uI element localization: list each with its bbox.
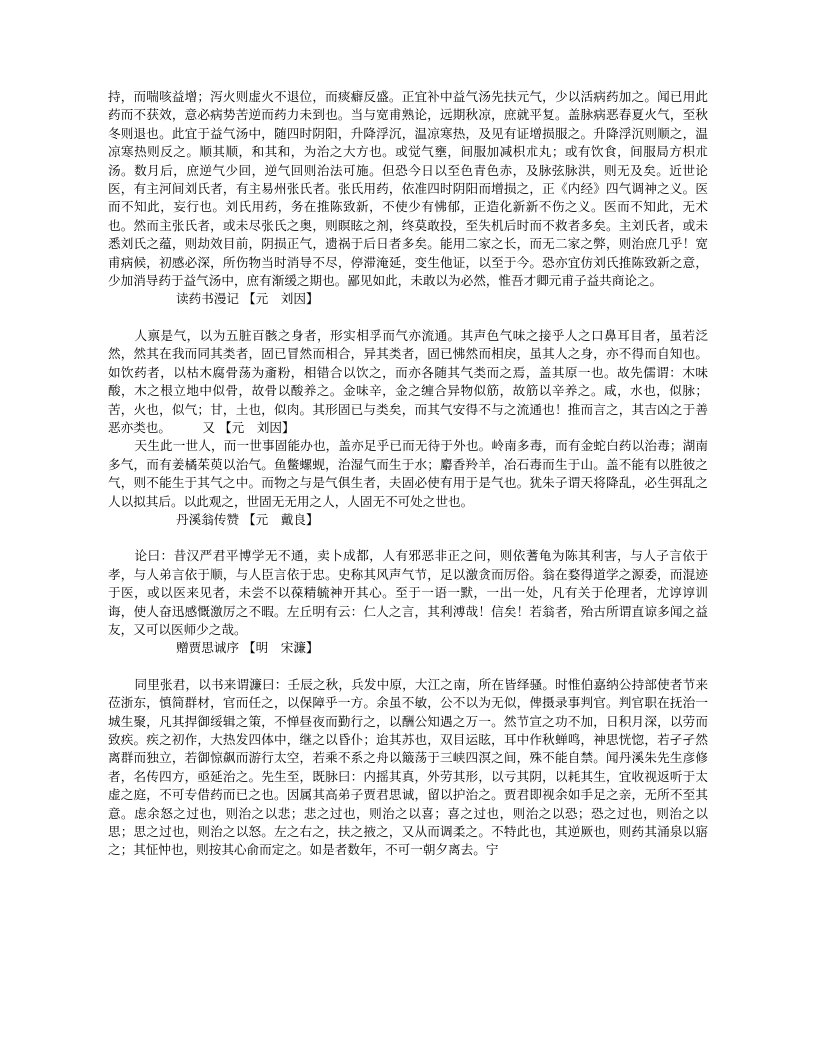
- paragraph-you-liu-yin: 天生此一世人，而一世事固能办也，盖亦足乎已而无待于外也。岭南多毒，而有金蛇白药以治毒；湖南多气，而有姜橘茱萸以治气。鱼鳖螺蚬，治湿气而生于水；麝香羚羊，冶石毒而生于山。盖不能有以胜彼之气，则不能生于其气之中。而物之与是气俱生者，夫固必使有用于是气也。犹朱子谓天将降乱，必生弭乱之人以拟其后。以此观之，世固无无用之人，人固无不可处之世也。: [108, 438, 708, 509]
- section-title-du-yao-shu-man-ji: 读药书漫记 【元 刘因】: [176, 291, 319, 307]
- paragraph-du-yao-shu-man-ji: 人禀是气，以为五脏百骸之身者，形实相孚而气亦流通。其声色气味之接乎人之口鼻耳目者，虽若泛然，然其在我而同其类者，固已冒然而相合，异其类者，固已怫然而相戾，虽其人之身，亦不得而自知也。如饮药者，以枯木腐骨荡为齑粉，相错合以饮之，而亦各随其气类而之焉，盖其原一也。故先儒谓：木味酸，木之根立地中似骨，故骨以酸养之。金味辛，金之缠合异物似筋，故筋以辛养之。咸，水也，似脉；苦，火也，似气；甘，土也，似肉。其形固已与类矣，而其气安得不与之流通也！推而言之，其吉凶之于善恶亦类也。 又 【元 刘因】: [108, 327, 708, 435]
- paragraph-danxi-weng-zhuan-zan: 论曰：昔汉严君平博学无不通，卖卜成都，人有邪恶非正之问，则依蓍龟为陈其利害，与人子言依于孝，与人弟言依于顺，与人臣言依于忠。史称其风声气节，足以激贪而厉俗。翁在婺得道学之源委，而混迹于医，或以医来见者，未尝不以葆精毓神开其心。至于一语一默，一出一处，凡有关于伦理者，尤谆谆训诲，使人奋迅感慨激厉之不暇。左丘明有云：仁人之言，其利溥哉！信矣！若翁者，殆古所谓直谅多闻之益友，又可以医师少之哉。: [108, 548, 708, 637]
- paragraph-zhu-danxi-letter: 持，而喘咳益增；泻火则虚火不退位，而痰癖反盛。正宜补中益气汤先扶元气，少以活病药加之。闻已用此药而不获效，意必病势苦逆而药力未到也。当与宽甫熟论，远期秋凉，庶就平复。盖脉病恶春夏火气，至秋冬则退也。此宜于益气汤中，随四时阴阳，升降浮沉，温凉寒热，及见有证增损服之。升降浮沉则顺之，温凉寒热则反之。顺其顺，和其和，为治之大方也。或觉气壅，间服加减枳朮丸；或有饮食，间服局方枳朮汤。数月后，庶逆气少回，逆气回则治法可施。但恐今日以至色青色赤，及脉弦脉洪，则无及矣。近世论医，有主河间刘氏者，有主易州张氏者。张氏用药，依准四时阴阳而增损之，正《内经》四气调神之义。医而不知此，妄行也。刘氏用药，务在推陈致新，不使少有怫郁，正造化新新不伤之义。医而不知此，无术也。然而主张氏者，或未尽张氏之奥，则瞑眩之剂，终莫敢投，至失机后时而不救者多矣。主刘氏者，或未悉刘氏之蕴，则劫效目前，阴损正气，遗祸于后日者多矣。能用二家之长，而无二家之弊，则治庶几乎！宽甫病候，初感必深，所伤物当时消导不尽，停滞淹延，变生他证，以至于今。恐亦宜仿刘氏推陈致新之意，少加消导药于益气汤中，庶有渐缓之期也。鄙见如此，未敢以为必然，惟吾才卿元甫子益共商论之。: [108, 89, 708, 289]
- section-title-zeng-jia-si-cheng-xu: 赠贾思诚序 【明 宋濂】: [176, 640, 319, 656]
- document-page: [108, 88, 708, 860]
- section-title-danxi-weng-zhuan-zan: 丹溪翁传赞 【元 戴良】: [176, 511, 319, 527]
- paragraph-zeng-jia-si-cheng-xu: 同里张君，以书来谓濂曰：壬辰之秋，兵发中原，大江之南，所在皆绎骚。时惟伯嘉纳公持部使者节来莅浙东，慎简群材，官而任之，以保障乎一方。余虽不敏，公不以为无似，俾摄录事判官。判官职在抚治一城生聚，凡其捍御绥辑之策，不惮昼夜而勤行之，以酬公知遇之万一。然节宣之功不加，日积月深，以劳而致疾。疾之初作，大热发四体中，继之以昏仆；迨其苏也，双目运眩，耳中作秋蝉鸣，神思恍惚，若孑孑然离群而独立，若御惊飙而游行太空，若乘不系之舟以簸荡于三峡四溟之间，殊不能自禁。闻丹溪朱先生彦修者，名传四方，亟延治之。先生至，既脉曰：内摇其真，外劳其形，以亏其阴，以耗其生，宜收视返听于太虚之庭，不可专借药而已之也。因属其高弟子贾君思诚，留以护治之。贾君即视余如手足之亲，无所不至其意。虑余怒之过也，则治之以悲；悲之过也，则治之以喜；喜之过也，则治之以恐；恐之过也，则治之以思；思之过也，则治之以怒。左之右之，扶之掖之，又从而调柔之。不特此也，其逆厥也，则药其涌泉以寤之；其怔忡也，则按其心俞而定之。如是者数年，不可一朝夕离去。宁: [108, 676, 708, 858]
